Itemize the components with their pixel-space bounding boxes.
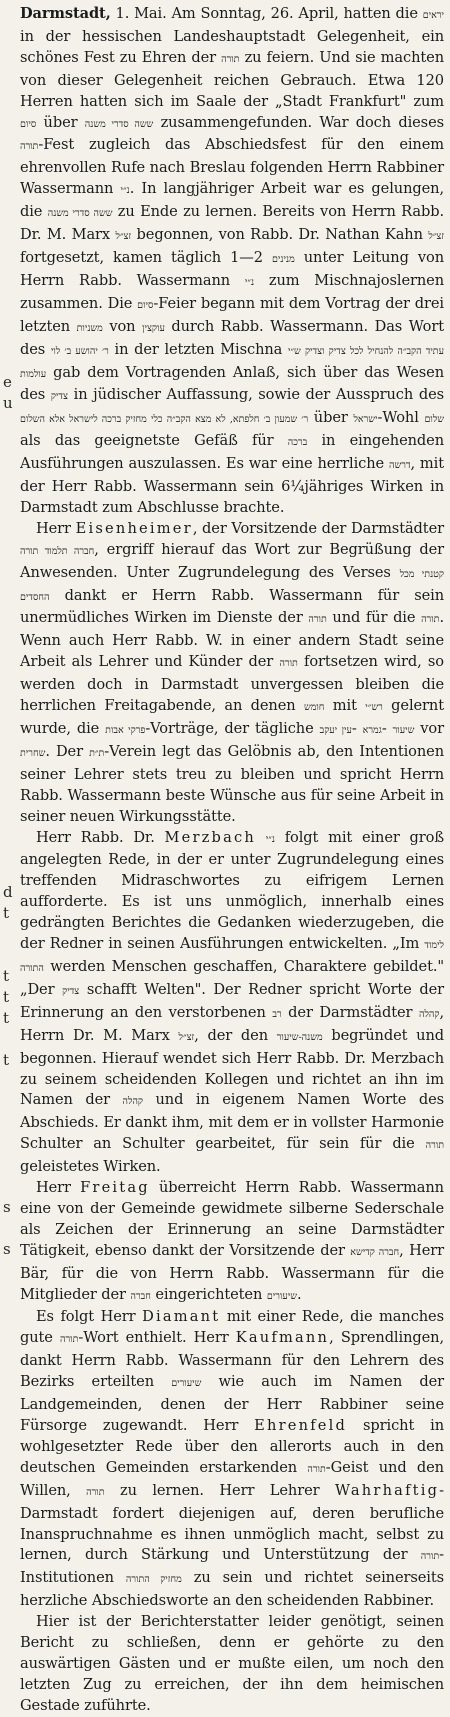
hebrew-term: ששה סדרי משנה (84, 118, 154, 130)
margin-fragment: t (3, 1009, 10, 1027)
hebrew-term: יראים (422, 10, 445, 21)
hebrew-term: משניות (76, 322, 103, 334)
text-run: der Darmstädter (281, 1003, 419, 1021)
text-run: spricht in wohlgesetzter Rede über den allerorts auch in den deutschen Gemeinden erstarkenden (20, 1417, 444, 1476)
text-run: überreicht Herrn Rabb. Wassermann eine von der Gemeinde gewidmete silberne Sederschale als Zeichen der Erinnerung an seine Darmstädter Tätigkeit, ebenso dankt der Vorsitzende der (20, 1179, 444, 1259)
hebrew-term: גמרא (362, 725, 382, 736)
margin-fragment: t (3, 988, 10, 1006)
person-name: Ehrenfeld (254, 1417, 348, 1434)
text-run: begründet und begonnen. Hierauf wendet sich Herr Rabb. Dr. Merzbach zu seinem scheidenden Kollegen und richtet an ihn im Namen der (20, 1026, 444, 1109)
text-run: Es folgt Herr (36, 1308, 143, 1326)
margin-fragment: e (3, 373, 12, 391)
hebrew-term: חומש (303, 702, 325, 714)
hebrew-term: קטנתי מכל החסדים (20, 568, 444, 603)
text-run: , mit der Herr Rabb. Wassermann sein 6¼jähriges Wirken in Darmstadt zum Abschlusse brachte. (20, 455, 444, 516)
person-name: Eisenheimer (75, 519, 193, 537)
text-run: . In langjähriger Arbeit war es gelungen, die (20, 180, 444, 221)
hebrew-term: תורה (20, 141, 39, 153)
margin-fragment: d (3, 883, 13, 901)
hebrew-term: תורה (60, 1334, 79, 1346)
text-run: in jüdischer Auffassung, sowie der Ausspruch des (67, 386, 444, 404)
text-run: zu lernen. Herr Lehrer (104, 1481, 335, 1499)
text-run: gab dem Vortragenden Anlaß, sich über das Wesen des (20, 363, 444, 404)
text-run: . Wenn auch Herr Rabb. W. in einer andern Stadt seine Arbeit als Lehrer und Künder der (20, 609, 444, 671)
hebrew-term: ת״ת (89, 747, 105, 759)
text-run: -Geist und den Willen, (20, 1458, 444, 1499)
text-run: , Herr Bär, für die von Herrn Rabb. Wassermann für die Mitglieder der (20, 1241, 444, 1303)
text-run: -Verein legt das Gelöbnis ab, den Intentionen seiner Lehrer stets treu zu bleiben und spricht Herrn Rabb. Wassermann beste Wünsche aus für seine Arbeit in seiner neuen Wirkungsstätte. (20, 742, 444, 825)
text-run: zusammengefunden. War doch dieses (153, 113, 444, 131)
text-run: . (296, 1285, 302, 1303)
text-run: -Vorträge, der tägliche (145, 720, 320, 737)
dateline: Darmstadt, (20, 5, 111, 22)
hebrew-term: מחזיק התורה (125, 1574, 182, 1586)
margin-fragment: t (3, 967, 10, 985)
hebrew-term: רב (272, 1008, 282, 1020)
hebrew-term: משנה-שיעור (276, 1031, 323, 1043)
margin-fragment: s (3, 1240, 11, 1258)
hebrew-term: ר׳ שמעון ב׳ חלפתא, לא מצא הקב״ה כלי מחזיק ברכה לישראל אלא השלום (20, 414, 309, 426)
text-run: 1. Mai. Am Sonntag, 26. April, hatten die (115, 5, 423, 22)
article-body (20, 4, 444, 1717)
text-run: dankt er Herrn Rabb. Wassermann für sein unermüdliches Wirken im Dienste der (20, 586, 444, 627)
text-run: zu feiern. Und sie machten von dieser Gelegenheit reichen Gebrauch. Etwa 120 Herren hatten sich im Saale der „Stadt Frankfurt" zum (20, 48, 444, 110)
text-run: Hier ist der Berichterstatter leider genötigt, seinen Bericht zu schließen, denn er gehörte zu den auswärtigen Gästen und er mußte eilen, um noch den letzten Zug zu erreichen, der ihn dem heimischen Gestade zuführte. (20, 1613, 444, 1714)
text-run: schafft Welten". Der Redner spricht Worte der Erinnerung an den verstorbenen (20, 980, 444, 1021)
hebrew-term: שלום (424, 414, 444, 426)
margin-fragment: t (3, 904, 10, 922)
text-run: , Herrn Dr. M. Marx (20, 1003, 444, 1044)
person-name: Wahrhaftig (334, 1481, 440, 1499)
hebrew-term: שיעור (392, 725, 415, 736)
article-paragraph (20, 1307, 444, 1612)
hebrew-term: עין יעקב (319, 725, 352, 736)
left-margin-fragments (0, 0, 12, 1332)
person-name: Diamant (142, 1308, 221, 1326)
text-run: -Wohl (377, 409, 425, 427)
text-run: über (308, 409, 354, 427)
text-run: , der Vorsitzende der Darmstädter (192, 519, 444, 537)
text-run: in der hessischen Landeshauptstadt Gelegenheit, ein schönes Fest zu Ehren der (20, 27, 444, 66)
text-run: -Wort enthielt. Herr (78, 1329, 236, 1347)
hebrew-term: רש״י (365, 702, 383, 714)
hebrew-term: ישראל (353, 414, 378, 426)
text-run: Herr (36, 519, 76, 537)
hebrew-term: צדיק (50, 391, 68, 403)
text-run (256, 829, 266, 846)
text-run: Herr Rabb. Dr. (36, 828, 165, 846)
hebrew-term: ברכה (287, 437, 308, 449)
text-run: -Fest zugleich das Abschiedsfest für den einem ehrenvollen Rufe nach Breslau folgenden Herrn Rabbiner Wassermann (20, 136, 444, 198)
margin-fragment: s (3, 1198, 11, 1216)
margin-fragment: u (3, 394, 13, 412)
text-run: von (102, 317, 143, 335)
text-run: zum Mischnajoslernen zusammen. Die (20, 271, 444, 312)
hebrew-term: נ״י (265, 833, 275, 845)
text-run: -Institutionen (20, 1546, 444, 1587)
margin-fragment: t (3, 1051, 10, 1069)
hebrew-term: עתיד הקב״ה להנחיל לכל צדיק וצדיק ש״י עולמות (20, 345, 444, 380)
hebrew-term: ששה סדרי משנה (47, 208, 113, 220)
text-run: über (36, 113, 85, 131)
hebrew-term: תורה (221, 53, 240, 65)
text-run: vor (414, 720, 444, 737)
text-run: wie auch im Namen der Landgemeinden, denen der Herr Rabbiner seine Fürsorge zugewandt. Herr (20, 1373, 444, 1434)
text-run: -Feier begann mit dem Vortrag der drei letzten (20, 294, 444, 335)
article-paragraph (20, 828, 444, 1179)
text-run: -Darmstadt fordert diejenigen auf, deren berufliche Inanspruchnahme es ihnen unmöglich macht, selbst zu lernen, durch Stärkung und Unterstützung der (20, 1481, 444, 1564)
hebrew-term: לימוד התורה (20, 940, 444, 974)
text-run: folgt mit einer groß angelegten Rede, in der er unter Zugrundelegung eines treffenden Midraschwortes zu eifrigem Lernen aufforderte. Es ist uns unmöglich, innerhalb eines gedrängten Berichtes die Gedanken wiederzugeben, die der Redner in seinen Ausführungen entwickelten. „Im (20, 828, 444, 953)
text-run: , Sprendlingen, dankt Herrn Rabb. Wassermann für den Lehrern des Bezirks erteilten (20, 1329, 444, 1391)
hebrew-term: שיעורים (171, 1378, 202, 1390)
hebrew-term: תורה (421, 614, 440, 626)
hebrew-term: סיום (20, 118, 37, 130)
text-run: fortsetzen wird, so werden doch in Darmstadt unvergessen bleiben die herrlichen Freitagabende, an denen (20, 653, 444, 715)
hebrew-term: זצ״ל (178, 1031, 195, 1043)
text-run: als das geeignetste Gefäß für (20, 432, 288, 450)
article-paragraph (20, 1178, 444, 1307)
article-paragraph (20, 1612, 444, 1717)
text-run: , ergriff hierauf das Wort zur Begrüßung der Anwesenden. Unter Zugrundelegung des Verses (20, 540, 444, 581)
text-run: zu sein und richtet seinerseits herzliche Abschiedsworte an den scheidenden Rabbiner. (20, 1569, 445, 1610)
hebrew-term: תורה (308, 614, 327, 626)
hebrew-term: שיעורים (266, 1290, 297, 1302)
hebrew-term: חברה (130, 1290, 151, 1302)
hebrew-term: תורה (86, 1486, 105, 1498)
hebrew-term: דרשה (389, 460, 411, 472)
text-run: fortgesetzt, kamen täglich 1—2 (20, 248, 272, 266)
text-run: und in eigenem Namen Worte des Abschieds. Er dankt ihm, mit dem er in vollster Harmonie Schulter an Schulter gearbeitet, für sein für die (20, 1091, 445, 1153)
hebrew-term: תורה (420, 1551, 440, 1563)
text-run: , der den (194, 1026, 277, 1044)
hebrew-term: פרקי אבות (105, 725, 146, 736)
text-run: werden Menschen geschaffen, Charaktere gebildet." „Der (20, 957, 444, 998)
article-paragraph (20, 519, 444, 828)
hebrew-term: סיום (137, 299, 154, 311)
text-run: mit einer Rede, die manches gute (20, 1308, 444, 1347)
person-name: Merzbach (164, 828, 256, 846)
hebrew-term: עוקצין (142, 322, 165, 334)
hebrew-term: מנינים (271, 253, 295, 265)
hebrew-term: נ״י (244, 276, 255, 288)
hebrew-term: נ״י (120, 185, 130, 197)
hebrew-term: קהלה (122, 1096, 143, 1108)
person-name: Kaufmann (235, 1329, 330, 1347)
text-run: . Der (45, 742, 90, 760)
text-run: gelernt wurde, die (20, 697, 444, 737)
text-run: Herr (36, 1179, 81, 1197)
article-paragraph (20, 4, 444, 519)
text-run: durch Rabb. Wassermann. Das Wort des (20, 317, 444, 358)
text-run: zu Ende zu lernen. Bereits von Herrn Rabb. Dr. M. Marx (20, 203, 445, 244)
text-run: eingerichteten (150, 1285, 267, 1303)
hebrew-term: ר׳ יהושע ב׳ לוי (50, 345, 109, 357)
text-run: mit (324, 697, 366, 715)
hebrew-term: תורה (307, 1463, 326, 1475)
text-run: geleistetes Wirken. (20, 1158, 161, 1176)
hebrew-term: זצ״ל (428, 231, 444, 243)
text-run: - (381, 720, 393, 737)
text-run: in der letzten Mischna (108, 340, 288, 358)
text-run: begonnen, von Rabb. Dr. Nathan Kahn (131, 226, 429, 244)
hebrew-term: צדיק (62, 985, 80, 997)
text-run: - (351, 720, 363, 737)
hebrew-term: חברה תלמוד תורה (20, 545, 95, 557)
person-name: Freitag (80, 1179, 150, 1197)
hebrew-term: תורה (279, 658, 298, 670)
hebrew-term: זצ״ל (115, 231, 132, 243)
text-run: und für die (326, 609, 422, 627)
hebrew-term: קהלה (418, 1008, 440, 1020)
article-column (18, 0, 446, 1714)
text-run: unter Leitung von Herrn Rabb. Wassermann (20, 248, 444, 289)
hebrew-term: שחרית (20, 747, 46, 759)
text-run: in eingehenden Ausführungen auszulassen. Es war eine herrliche (20, 432, 444, 473)
hebrew-term: חברה קדישא (350, 1246, 400, 1258)
hebrew-term: תורה (425, 1140, 444, 1152)
